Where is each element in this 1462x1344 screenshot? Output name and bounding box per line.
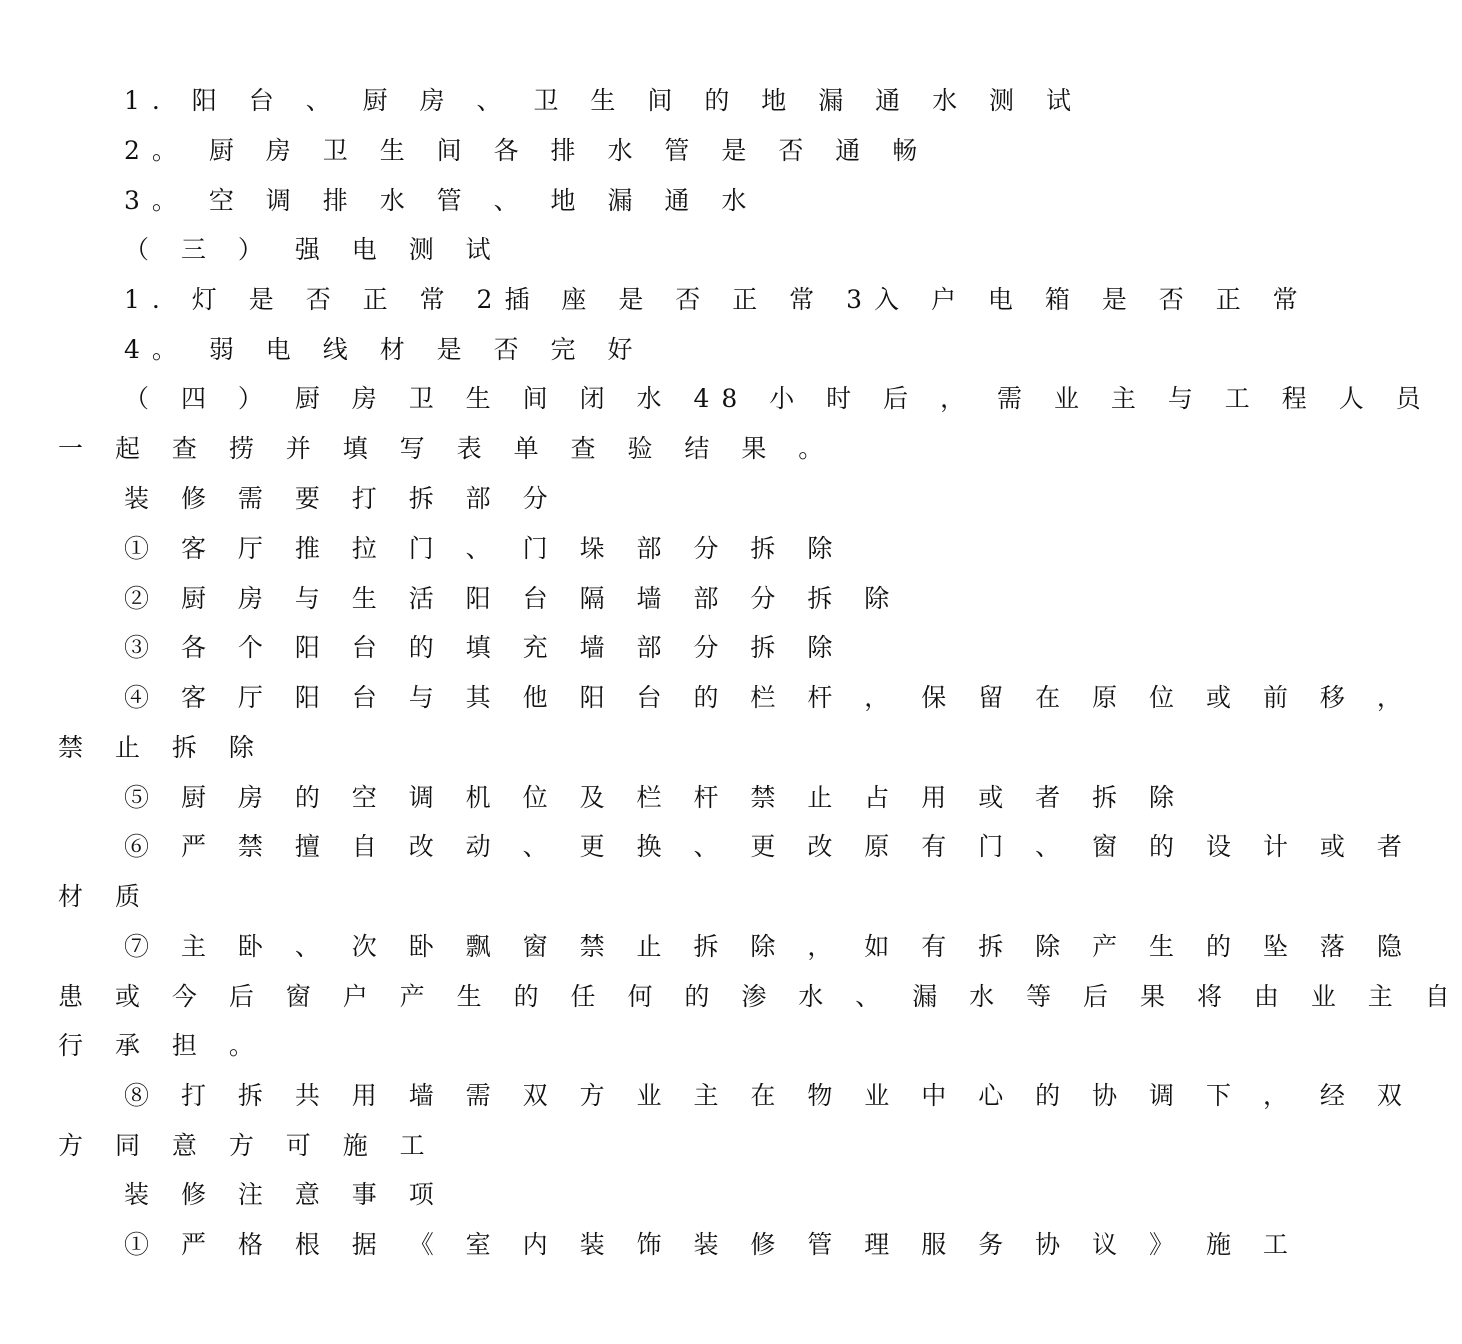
list-item-3: ③ 各 个 阳 台 的 填 充 墙 部 分 拆 除 xyxy=(124,633,845,662)
list-item-5: ⑤ 厨 房 的 空 调 机 位 及 栏 杆 禁 止 占 用 或 者 拆 除 xyxy=(124,783,1187,812)
text-line-2: 2。 厨 房 卫 生 间 各 排 水 管 是 否 通 畅 xyxy=(124,136,930,165)
section-heading-strong-current: （ 三 ） 强 电 测 试 xyxy=(124,235,503,264)
text-line-1: 1. 阳 台 、 厨 房 、 卫 生 间 的 地 漏 通 水 测 试 xyxy=(124,86,1084,115)
list-item-8-cont: 方 同 意 方 可 施 工 xyxy=(58,1131,437,1160)
section-heading-demolition: 装 修 需 要 打 拆 部 分 xyxy=(124,484,560,513)
section-heading-precautions: 装 修 注 意 事 项 xyxy=(124,1180,446,1209)
list-item-7: ⑦ 主 卧 、 次 卧 飘 窗 禁 止 拆 除 ， 如 有 拆 除 产 生 的 坠 落 隐 xyxy=(124,932,1414,961)
list-item-7-cont-1: 患 或 今 后 窗 户 产 生 的 任 何 的 渗 水 、 漏 水 等 后 果 将 由 业 主 自 xyxy=(58,982,1462,1011)
list-item-1: ① 客 厅 推 拉 门 、 门 垛 部 分 拆 除 xyxy=(124,534,845,563)
text-line-8: 一 起 查 捞 并 填 写 表 单 查 验 结 果 。 xyxy=(58,434,836,463)
text-line-7: （ 四 ） 厨 房 卫 生 间 闭 水 48 小 时 后 ， 需 业 主 与 工 程 人 员 xyxy=(124,384,1433,413)
list-item-8: ⑧ 打 拆 共 用 墙 需 双 方 业 主 在 物 业 中 心 的 协 调 下 ， 经 双 xyxy=(124,1081,1414,1110)
list-item-6-cont: 材 质 xyxy=(58,882,152,911)
text-line-6: 4。 弱 电 线 材 是 否 完 好 xyxy=(124,335,645,364)
list-item-4: ④ 客 厅 阳 台 与 其 他 阳 台 的 栏 杆 ， 保 留 在 原 位 或 前 移 ， xyxy=(124,683,1414,712)
text-line-5: 1. 灯 是 否 正 常 2插 座 是 否 正 常 3入 户 电 箱 是 否 正 常 xyxy=(124,285,1310,314)
list-item-2: ② 厨 房 与 生 活 阳 台 隔 墙 部 分 拆 除 xyxy=(124,584,902,613)
text-line-3: 3。 空 调 排 水 管 、 地 漏 通 水 xyxy=(124,186,759,215)
list-item-4-cont: 禁 止 拆 除 xyxy=(58,733,266,762)
list-item-7-cont-2: 行 承 担 。 xyxy=(58,1031,266,1060)
list-item-6: ⑥ 严 禁 擅 自 改 动 、 更 换 、 更 改 原 有 门 、 窗 的 设 计 或 者 xyxy=(124,832,1414,861)
precaution-item-1: ① 严 格 根 据 《 室 内 装 饰 装 修 管 理 服 务 协 议 》 施 工 xyxy=(124,1230,1300,1259)
